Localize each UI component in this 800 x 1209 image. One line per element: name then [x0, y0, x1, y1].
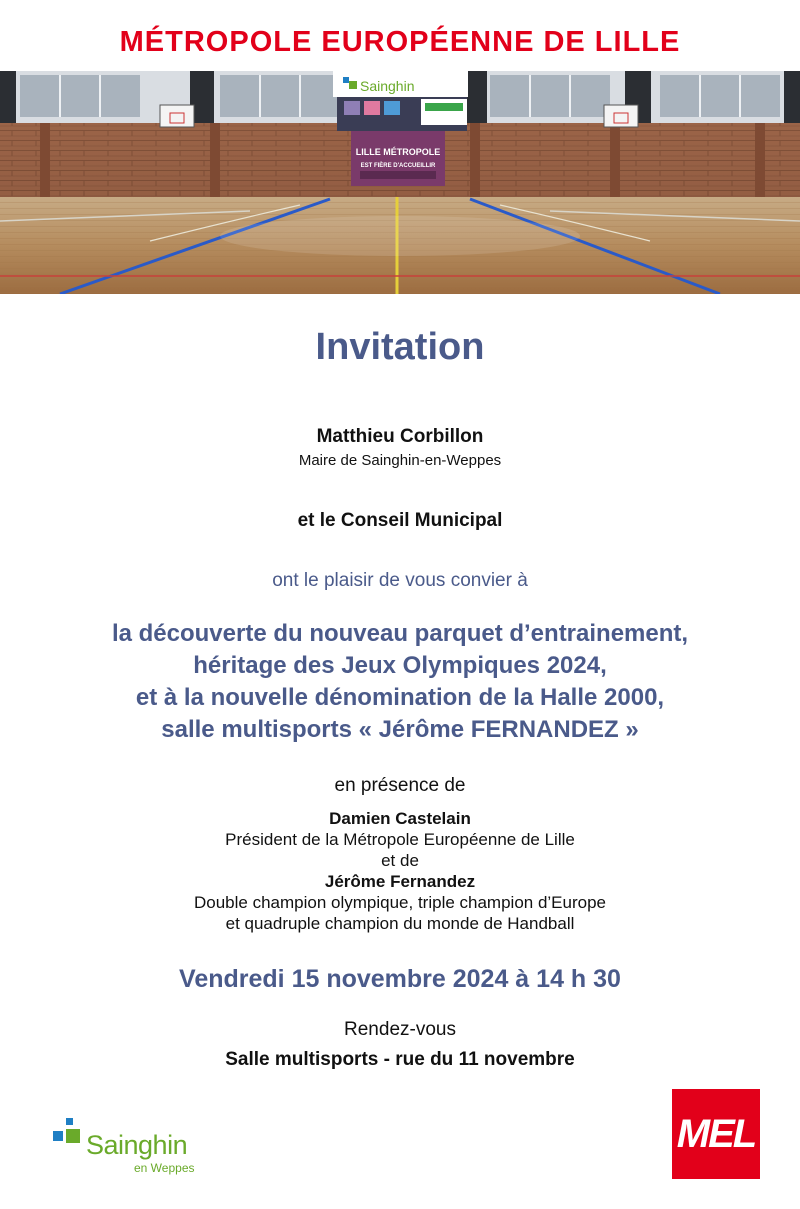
council-line: et le Conseil Municipal — [297, 510, 503, 531]
event-date: Vendredi 15 novembre 2024 à 14 h 30 — [179, 965, 621, 993]
event-headline — [0, 618, 800, 746]
headline-line: la découverte du nouveau parquet d’entrainement, — [111, 620, 689, 647]
guest-name: Jérôme Fernandez — [324, 872, 476, 891]
sainghin-logo-text: Sainghin — [86, 1130, 188, 1160]
metropole-title: MÉTROPOLE EUROPÉENNE DE LILLE — [119, 26, 681, 58]
logo-square-icon — [53, 1131, 63, 1141]
venue-address: Salle multisports - rue du 11 novembre — [225, 1049, 575, 1070]
guest-name: Damien Castelain — [329, 809, 471, 828]
mel-logo-text: MEL — [676, 1111, 756, 1156]
headline-line: et à la nouvelle dénomination de la Halle 2000, — [135, 684, 665, 711]
guest-role: Président de la Métropole Européenne de Lille — [225, 830, 575, 849]
guests-block — [0, 808, 800, 934]
guest-role: et quadruple champion du monde de Handball — [225, 914, 575, 933]
banner-sainghin-text: Sainghin — [360, 78, 415, 94]
rendezvous-label: Rendez-vous — [344, 1019, 456, 1040]
presence-line: en présence de — [334, 775, 466, 796]
sainghin-logo — [50, 1118, 205, 1178]
logo-square-icon — [66, 1118, 73, 1125]
banner-main-line2: EST FIÈRE D'ACCUEILLIR — [360, 163, 436, 169]
mel-logo — [672, 1089, 760, 1179]
guest-connector: et de — [381, 851, 419, 870]
logo-square-icon — [66, 1129, 80, 1143]
invitation-title: Invitation — [315, 326, 485, 368]
pleasure-line: ont le plaisir de vous convier à — [272, 570, 528, 591]
host-name: Matthieu Corbillon — [316, 426, 484, 447]
headline-line: héritage des Jeux Olympiques 2024, — [193, 652, 607, 679]
host-role: Maire de Sainghin-en-Weppes — [298, 452, 502, 469]
gym-photo-illustration — [0, 71, 800, 294]
sainghin-logo-subtext: en Weppes — [134, 1161, 195, 1175]
banner-main-line1: LILLE MÉTROPOLE — [355, 147, 441, 157]
gym-photo — [0, 71, 800, 294]
guest-role: Double champion olympique, triple champion d’Europe — [193, 893, 607, 912]
headline-line: salle multisports « Jérôme FERNANDEZ » — [161, 716, 639, 743]
